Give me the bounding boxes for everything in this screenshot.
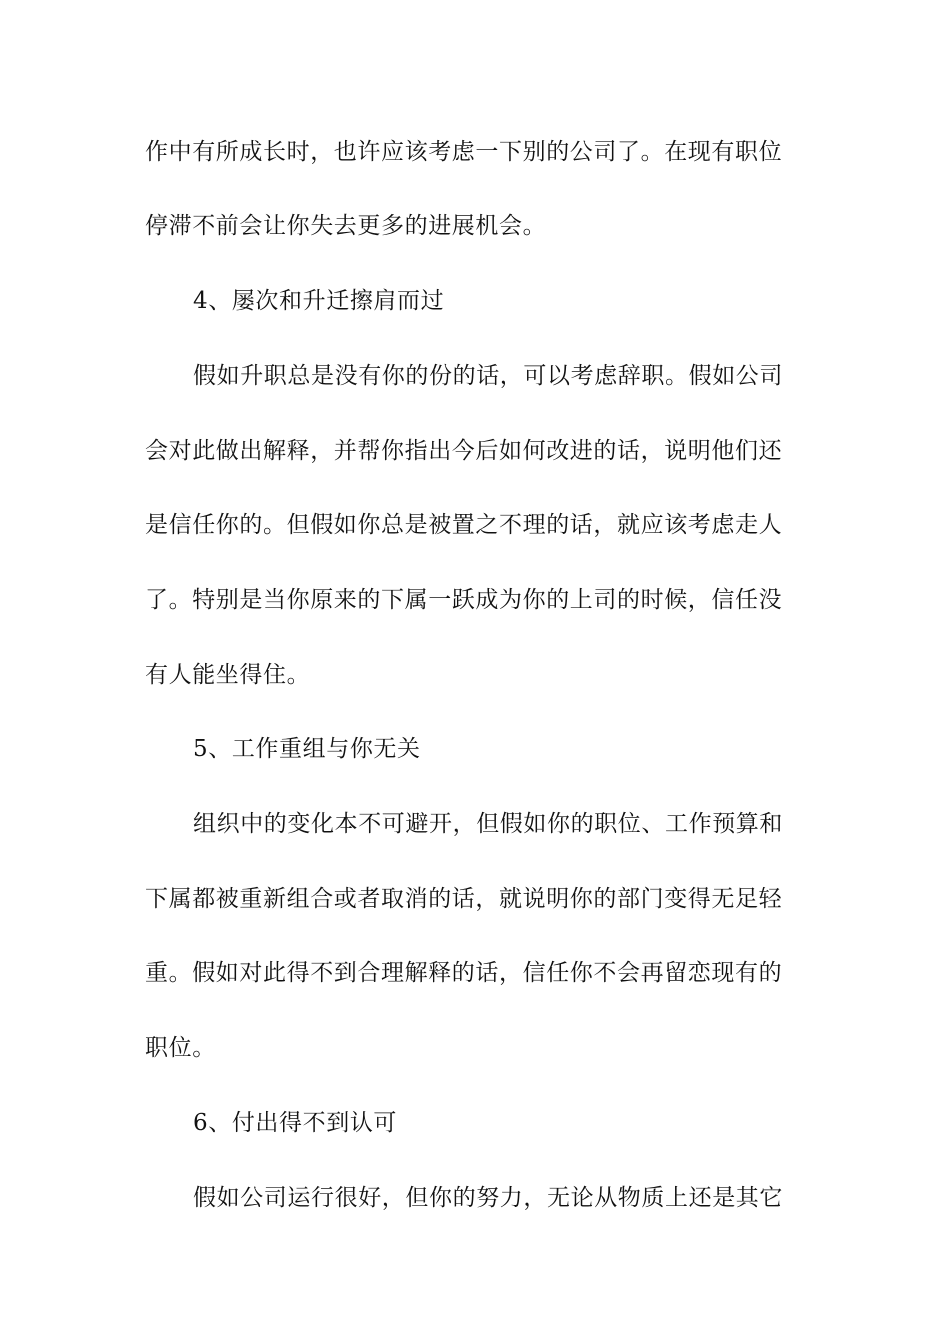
- paragraph-line: 有人能坐得住。: [145, 662, 311, 688]
- paragraph-line: 会对此做出解释，并帮你指出今后如何改进的话，说明他们还: [145, 438, 783, 464]
- paragraph-line: 假如公司运行很好，但你的努力，无论从物质上还是其它: [193, 1185, 783, 1211]
- paragraph-line: 作中有所成长时，也许应该考虑一下别的公司了。在现有职位: [145, 139, 783, 165]
- paragraph-line: 停滞不前会让你失去更多的进展机会。: [145, 213, 547, 239]
- paragraph-line: 下属都被重新组合或者取消的话，就说明你的部门变得无足轻: [145, 886, 783, 912]
- section-heading: 5、工作重组与你无关: [193, 736, 421, 762]
- paragraph-line: 重。假如对此得不到合理解释的话，信任你不会再留恋现有的: [145, 960, 783, 986]
- paragraph-line: 组织中的变化本不可避开，但假如你的职位、工作预算和: [193, 811, 783, 837]
- section-heading: 4、屡次和升迁擦肩而过: [193, 288, 445, 314]
- paragraph-line: 职位。: [145, 1035, 216, 1061]
- paragraph-line: 了。特别是当你原来的下属一跃成为你的上司的时候，信任没: [145, 587, 783, 613]
- section-heading: 6、付出得不到认可: [193, 1110, 398, 1136]
- paragraph-line: 是信任你的。但假如你总是被置之不理的话，就应该考虑走人: [145, 512, 783, 538]
- paragraph-line: 假如升职总是没有你的份的话，可以考虑辞职。假如公司: [193, 363, 783, 389]
